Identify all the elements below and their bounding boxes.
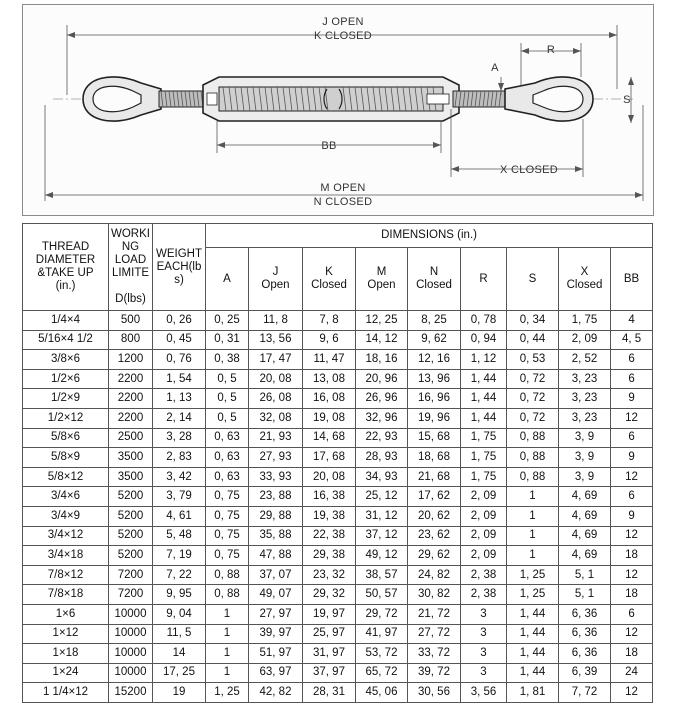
table-cell: 1/2×6 [23,369,109,389]
label-x-closed: X CLOSED [499,164,559,176]
table-cell: 9, 62 [408,330,461,350]
table-cell: 4, 69 [559,506,611,526]
table-cell: 16, 08 [303,389,356,409]
table-cell: 5, 1 [559,585,611,605]
table-cell: 5200 [109,546,153,566]
table-cell: 1/2×12 [23,408,109,428]
table-row [23,644,653,664]
table-cell: 3, 79 [153,487,206,507]
table-cell: 2, 09 [461,487,507,507]
table-cell: 1, 13 [153,389,206,409]
table-cell: 16, 38 [303,487,356,507]
table-row [23,565,653,585]
table-cell: 23, 88 [249,487,303,507]
table-cell: 1, 44 [461,369,507,389]
table-cell: 2, 38 [461,565,507,585]
table-cell: 42, 82 [249,683,303,703]
table-cell: 4, 69 [559,487,611,507]
table-cell: 29, 72 [356,604,408,624]
table-cell: 7/8×18 [23,585,109,605]
header-m-open: M Open [356,248,408,311]
table-cell: 18, 68 [408,448,461,468]
table-cell: 19, 38 [303,506,356,526]
table-cell: 27, 93 [249,448,303,468]
table-row [23,311,653,331]
table-cell: 49, 07 [249,585,303,605]
table-row [23,585,653,605]
table-cell: 21, 72 [408,604,461,624]
label-n-closed: N CLOSED [313,196,373,208]
table-cell: 18, 16 [356,350,408,370]
table-cell: 1, 81 [507,683,559,703]
table-cell: 3500 [109,467,153,487]
table-cell: 6 [611,428,653,448]
table-cell: 0, 34 [507,311,559,331]
table-cell: 12, 25 [356,311,408,331]
table-cell: 13, 96 [408,369,461,389]
table-cell: 3 [461,624,507,644]
table-row [23,448,653,468]
header-weight: WEIGHT EACH(lb s) [153,224,206,311]
table-cell: 1, 44 [507,644,559,664]
table-cell: 0, 38 [206,350,249,370]
table-cell: 19, 97 [303,604,356,624]
table-cell: 5/16×4 1/2 [23,330,109,350]
table-cell: 1, 44 [507,663,559,683]
label-j-open: J OPEN [322,16,364,28]
table-cell: 1, 44 [507,624,559,644]
table-cell: 6, 39 [559,663,611,683]
table-cell: 0, 72 [507,408,559,428]
table-cell: 51, 97 [249,644,303,664]
table-cell: 3 [461,604,507,624]
table-cell: 32, 08 [249,408,303,428]
table-row [23,487,653,507]
table-cell: 2, 09 [461,506,507,526]
table-cell: 8, 25 [408,311,461,331]
table-cell: 0, 31 [206,330,249,350]
table-cell: 1, 25 [507,565,559,585]
header-thread-diameter: THREAD DIAMETER &TAKE UP (in.) [23,224,109,311]
table-cell: 7200 [109,585,153,605]
table-cell: 2, 14 [153,408,206,428]
table-cell: 0, 88 [206,565,249,585]
table-cell: 6, 36 [559,624,611,644]
table-cell: 2200 [109,369,153,389]
table-cell: 1 [507,526,559,546]
header-k-closed: K Closed [303,248,356,311]
table-cell: 1×24 [23,663,109,683]
table-cell: 25, 12 [356,487,408,507]
table-cell: 9, 6 [303,330,356,350]
table-cell: 20, 62 [408,506,461,526]
table-cell: 3/4×18 [23,546,109,566]
table-cell: 27, 97 [249,604,303,624]
table-row [23,467,653,487]
table-cell: 1, 25 [507,585,559,605]
table-cell: 23, 32 [303,565,356,585]
table-cell: 18 [611,585,653,605]
table-cell: 0, 75 [206,506,249,526]
table-cell: 41, 97 [356,624,408,644]
table-cell: 3 [461,644,507,664]
table-row [23,506,653,526]
table-cell: 6, 36 [559,644,611,664]
table-cell: 7200 [109,565,153,585]
table-cell: 45, 06 [356,683,408,703]
table-cell: 38, 57 [356,565,408,585]
table-cell: 1 1/4×12 [23,683,109,703]
table-cell: 3/4×9 [23,506,109,526]
table-cell: 21, 68 [408,467,461,487]
table-cell: 12 [611,624,653,644]
table-cell: 0, 94 [461,330,507,350]
table-cell: 29, 62 [408,546,461,566]
table-cell: 1, 12 [461,350,507,370]
label-s: S [623,94,631,106]
table-cell: 10000 [109,644,153,664]
table-row [23,526,653,546]
table-cell: 4, 61 [153,506,206,526]
table-cell: 22, 93 [356,428,408,448]
table-cell: 28, 93 [356,448,408,468]
table-cell: 5200 [109,526,153,546]
table-row [23,624,653,644]
label-k-closed: K CLOSED [313,30,373,42]
table-cell: 0, 72 [507,369,559,389]
label-a: A [491,62,499,74]
table-cell: 3, 56 [461,683,507,703]
table-cell: 7, 8 [303,311,356,331]
header-working-load-limit: WORKI NG LOAD LIMITE D(lbs) [109,224,153,311]
table-cell: 29, 32 [303,585,356,605]
table-cell: 0, 76 [153,350,206,370]
header-bb: BB [611,248,653,311]
table-cell: 12 [611,565,653,585]
table-row [23,428,653,448]
table-cell: 0, 45 [153,330,206,350]
table-cell: 39, 97 [249,624,303,644]
table-cell: 1 [507,546,559,566]
table-cell: 4, 69 [559,546,611,566]
table-cell: 3, 9 [559,428,611,448]
table-cell: 1×18 [23,644,109,664]
table-cell: 35, 88 [249,526,303,546]
table-cell: 18 [611,546,653,566]
right-threaded-rod [453,91,505,107]
table-cell: 0, 75 [206,546,249,566]
table-cell: 3, 23 [559,369,611,389]
table-cell: 9, 04 [153,604,206,624]
table-cell: 1, 75 [461,467,507,487]
table-cell: 1/2×9 [23,389,109,409]
table-cell: 1, 44 [461,408,507,428]
table-cell: 37, 12 [356,526,408,546]
table-cell: 0, 63 [206,428,249,448]
table-row [23,683,653,703]
table-cell: 3, 9 [559,448,611,468]
table-cell: 12, 16 [408,350,461,370]
table-cell: 32, 96 [356,408,408,428]
table-row [23,546,653,566]
table-cell: 9 [611,506,653,526]
table-cell: 50, 57 [356,585,408,605]
right-eye-end [505,77,593,121]
table-cell: 0, 53 [507,350,559,370]
table-cell: 5200 [109,487,153,507]
table-cell: 20, 08 [249,369,303,389]
table-cell: 34, 93 [356,467,408,487]
table-cell: 12 [611,526,653,546]
table-cell: 37, 97 [303,663,356,683]
table-cell: 2, 38 [461,585,507,605]
table-cell: 21, 93 [249,428,303,448]
table-cell: 63, 97 [249,663,303,683]
table-cell: 0, 75 [206,487,249,507]
table-cell: 11, 8 [249,311,303,331]
table-cell: 0, 75 [206,526,249,546]
table-cell: 0, 88 [507,467,559,487]
table-cell: 4, 5 [611,330,653,350]
table-cell: 0, 5 [206,369,249,389]
table-cell: 17, 25 [153,663,206,683]
table-cell: 10000 [109,663,153,683]
table-cell: 14, 12 [356,330,408,350]
table-cell: 6, 36 [559,604,611,624]
label-bb: BB [321,140,337,152]
table-cell: 7, 72 [559,683,611,703]
table-cell: 1 [206,663,249,683]
table-cell: 1, 75 [559,311,611,331]
table-cell: 1 [206,604,249,624]
table-cell: 1, 75 [461,448,507,468]
table-cell: 13, 08 [303,369,356,389]
table-cell: 500 [109,311,153,331]
table-row [23,330,653,350]
table-cell: 22, 38 [303,526,356,546]
table-cell: 5, 1 [559,565,611,585]
table-cell: 23, 62 [408,526,461,546]
table-cell: 15200 [109,683,153,703]
header-s: S [507,248,559,311]
table-row [23,350,653,370]
table-cell: 5, 48 [153,526,206,546]
table-cell: 14 [153,644,206,664]
table-cell: 2, 52 [559,350,611,370]
header-dimensions: DIMENSIONS (in.) [206,224,653,248]
table-cell: 9 [611,389,653,409]
table-cell: 12 [611,683,653,703]
table-cell: 37, 07 [249,565,303,585]
table-cell: 12 [611,408,653,428]
label-r: R [546,44,556,56]
table-cell: 10000 [109,604,153,624]
table-cell: 26, 96 [356,389,408,409]
table-cell: 17, 68 [303,448,356,468]
table-cell: 1200 [109,350,153,370]
table-cell: 20, 08 [303,467,356,487]
table-cell: 3500 [109,448,153,468]
specification-table [22,223,653,703]
turnbuckle-body [203,77,459,121]
table-cell: 2, 09 [461,526,507,546]
table-cell: 3, 42 [153,467,206,487]
table-cell: 800 [109,330,153,350]
header-r: R [461,248,507,311]
table-cell: 20, 96 [356,369,408,389]
table-cell: 30, 56 [408,683,461,703]
table-cell: 0, 44 [507,330,559,350]
table-cell: 39, 72 [408,663,461,683]
table-cell: 1, 44 [507,604,559,624]
table-cell: 1, 25 [206,683,249,703]
table-cell: 30, 82 [408,585,461,605]
table-cell: 47, 88 [249,546,303,566]
table-cell: 6 [611,604,653,624]
table-cell: 53, 72 [356,644,408,664]
table-cell: 24 [611,663,653,683]
table-cell: 33, 72 [408,644,461,664]
table-cell: 19, 08 [303,408,356,428]
table-row [23,663,653,683]
table-cell: 65, 72 [356,663,408,683]
table-cell: 11, 47 [303,350,356,370]
table-cell: 14, 68 [303,428,356,448]
turnbuckle-diagram [23,5,653,215]
table-cell: 7/8×12 [23,565,109,585]
table-cell: 3, 23 [559,389,611,409]
table-cell: 0, 88 [507,428,559,448]
table-cell: 27, 72 [408,624,461,644]
table-row [23,369,653,389]
table-cell: 1×12 [23,624,109,644]
header-a: A [206,248,249,311]
table-cell: 5/8×9 [23,448,109,468]
table-cell: 11, 5 [153,624,206,644]
table-cell: 17, 47 [249,350,303,370]
header-x-closed: X Closed [559,248,611,311]
table-cell: 0, 78 [461,311,507,331]
table-cell: 25, 97 [303,624,356,644]
table-cell: 3, 9 [559,467,611,487]
table-cell: 3/4×6 [23,487,109,507]
table-cell: 0, 26 [153,311,206,331]
table-cell: 10000 [109,624,153,644]
table-cell: 26, 08 [249,389,303,409]
table-cell: 2, 09 [461,546,507,566]
table-cell: 5/8×12 [23,467,109,487]
table-cell: 49, 12 [356,546,408,566]
table-cell: 7, 22 [153,565,206,585]
left-eye-end [83,77,161,121]
table-cell: 2500 [109,428,153,448]
table-cell: 24, 82 [408,565,461,585]
table-cell: 9 [611,448,653,468]
table-cell: 15, 68 [408,428,461,448]
table-row [23,389,653,409]
table-cell: 28, 31 [303,683,356,703]
table-row [23,408,653,428]
table-cell: 4, 69 [559,526,611,546]
table-cell: 0, 63 [206,467,249,487]
table-cell: 3, 28 [153,428,206,448]
table-cell: 29, 88 [249,506,303,526]
table-cell: 1 [507,506,559,526]
table-cell: 1, 54 [153,369,206,389]
table-cell: 31, 12 [356,506,408,526]
table-cell: 16, 96 [408,389,461,409]
table-cell: 6 [611,369,653,389]
table-cell: 6 [611,487,653,507]
table-cell: 3/4×12 [23,526,109,546]
table-cell: 29, 38 [303,546,356,566]
table-cell: 0, 25 [206,311,249,331]
table-cell: 9, 95 [153,585,206,605]
table-cell: 1 [206,644,249,664]
table-cell: 1/4×4 [23,311,109,331]
table-cell: 19, 96 [408,408,461,428]
table-cell: 1, 75 [461,428,507,448]
table-cell: 0, 88 [206,585,249,605]
table-cell: 12 [611,467,653,487]
table-cell: 6 [611,350,653,370]
table-cell: 2200 [109,389,153,409]
table-cell: 4 [611,311,653,331]
table-row [23,604,653,624]
table-cell: 2, 09 [559,330,611,350]
table-cell: 0, 5 [206,389,249,409]
table-cell: 0, 88 [507,448,559,468]
table-cell: 18 [611,644,653,664]
table-cell: 0, 72 [507,389,559,409]
table-cell: 13, 56 [249,330,303,350]
table-cell: 5/8×6 [23,428,109,448]
table-cell: 19 [153,683,206,703]
table-cell: 33, 93 [249,467,303,487]
table-cell: 0, 5 [206,408,249,428]
table-cell: 2, 83 [153,448,206,468]
table-cell: 1×6 [23,604,109,624]
table-cell: 17, 62 [408,487,461,507]
table-cell: 0, 63 [206,448,249,468]
table-cell: 3, 23 [559,408,611,428]
table-cell: 7, 19 [153,546,206,566]
header-n-closed: N Closed [408,248,461,311]
table-cell: 1 [507,487,559,507]
table-cell: 5200 [109,506,153,526]
label-m-open: M OPEN [320,182,366,194]
header-j-open: J Open [249,248,303,311]
table-cell: 31, 97 [303,644,356,664]
table-cell: 1, 44 [461,389,507,409]
table-cell: 1 [206,624,249,644]
table-cell: 3/8×6 [23,350,109,370]
table-cell: 3 [461,663,507,683]
table-cell: 2200 [109,408,153,428]
turnbuckle-drawing [22,4,654,216]
